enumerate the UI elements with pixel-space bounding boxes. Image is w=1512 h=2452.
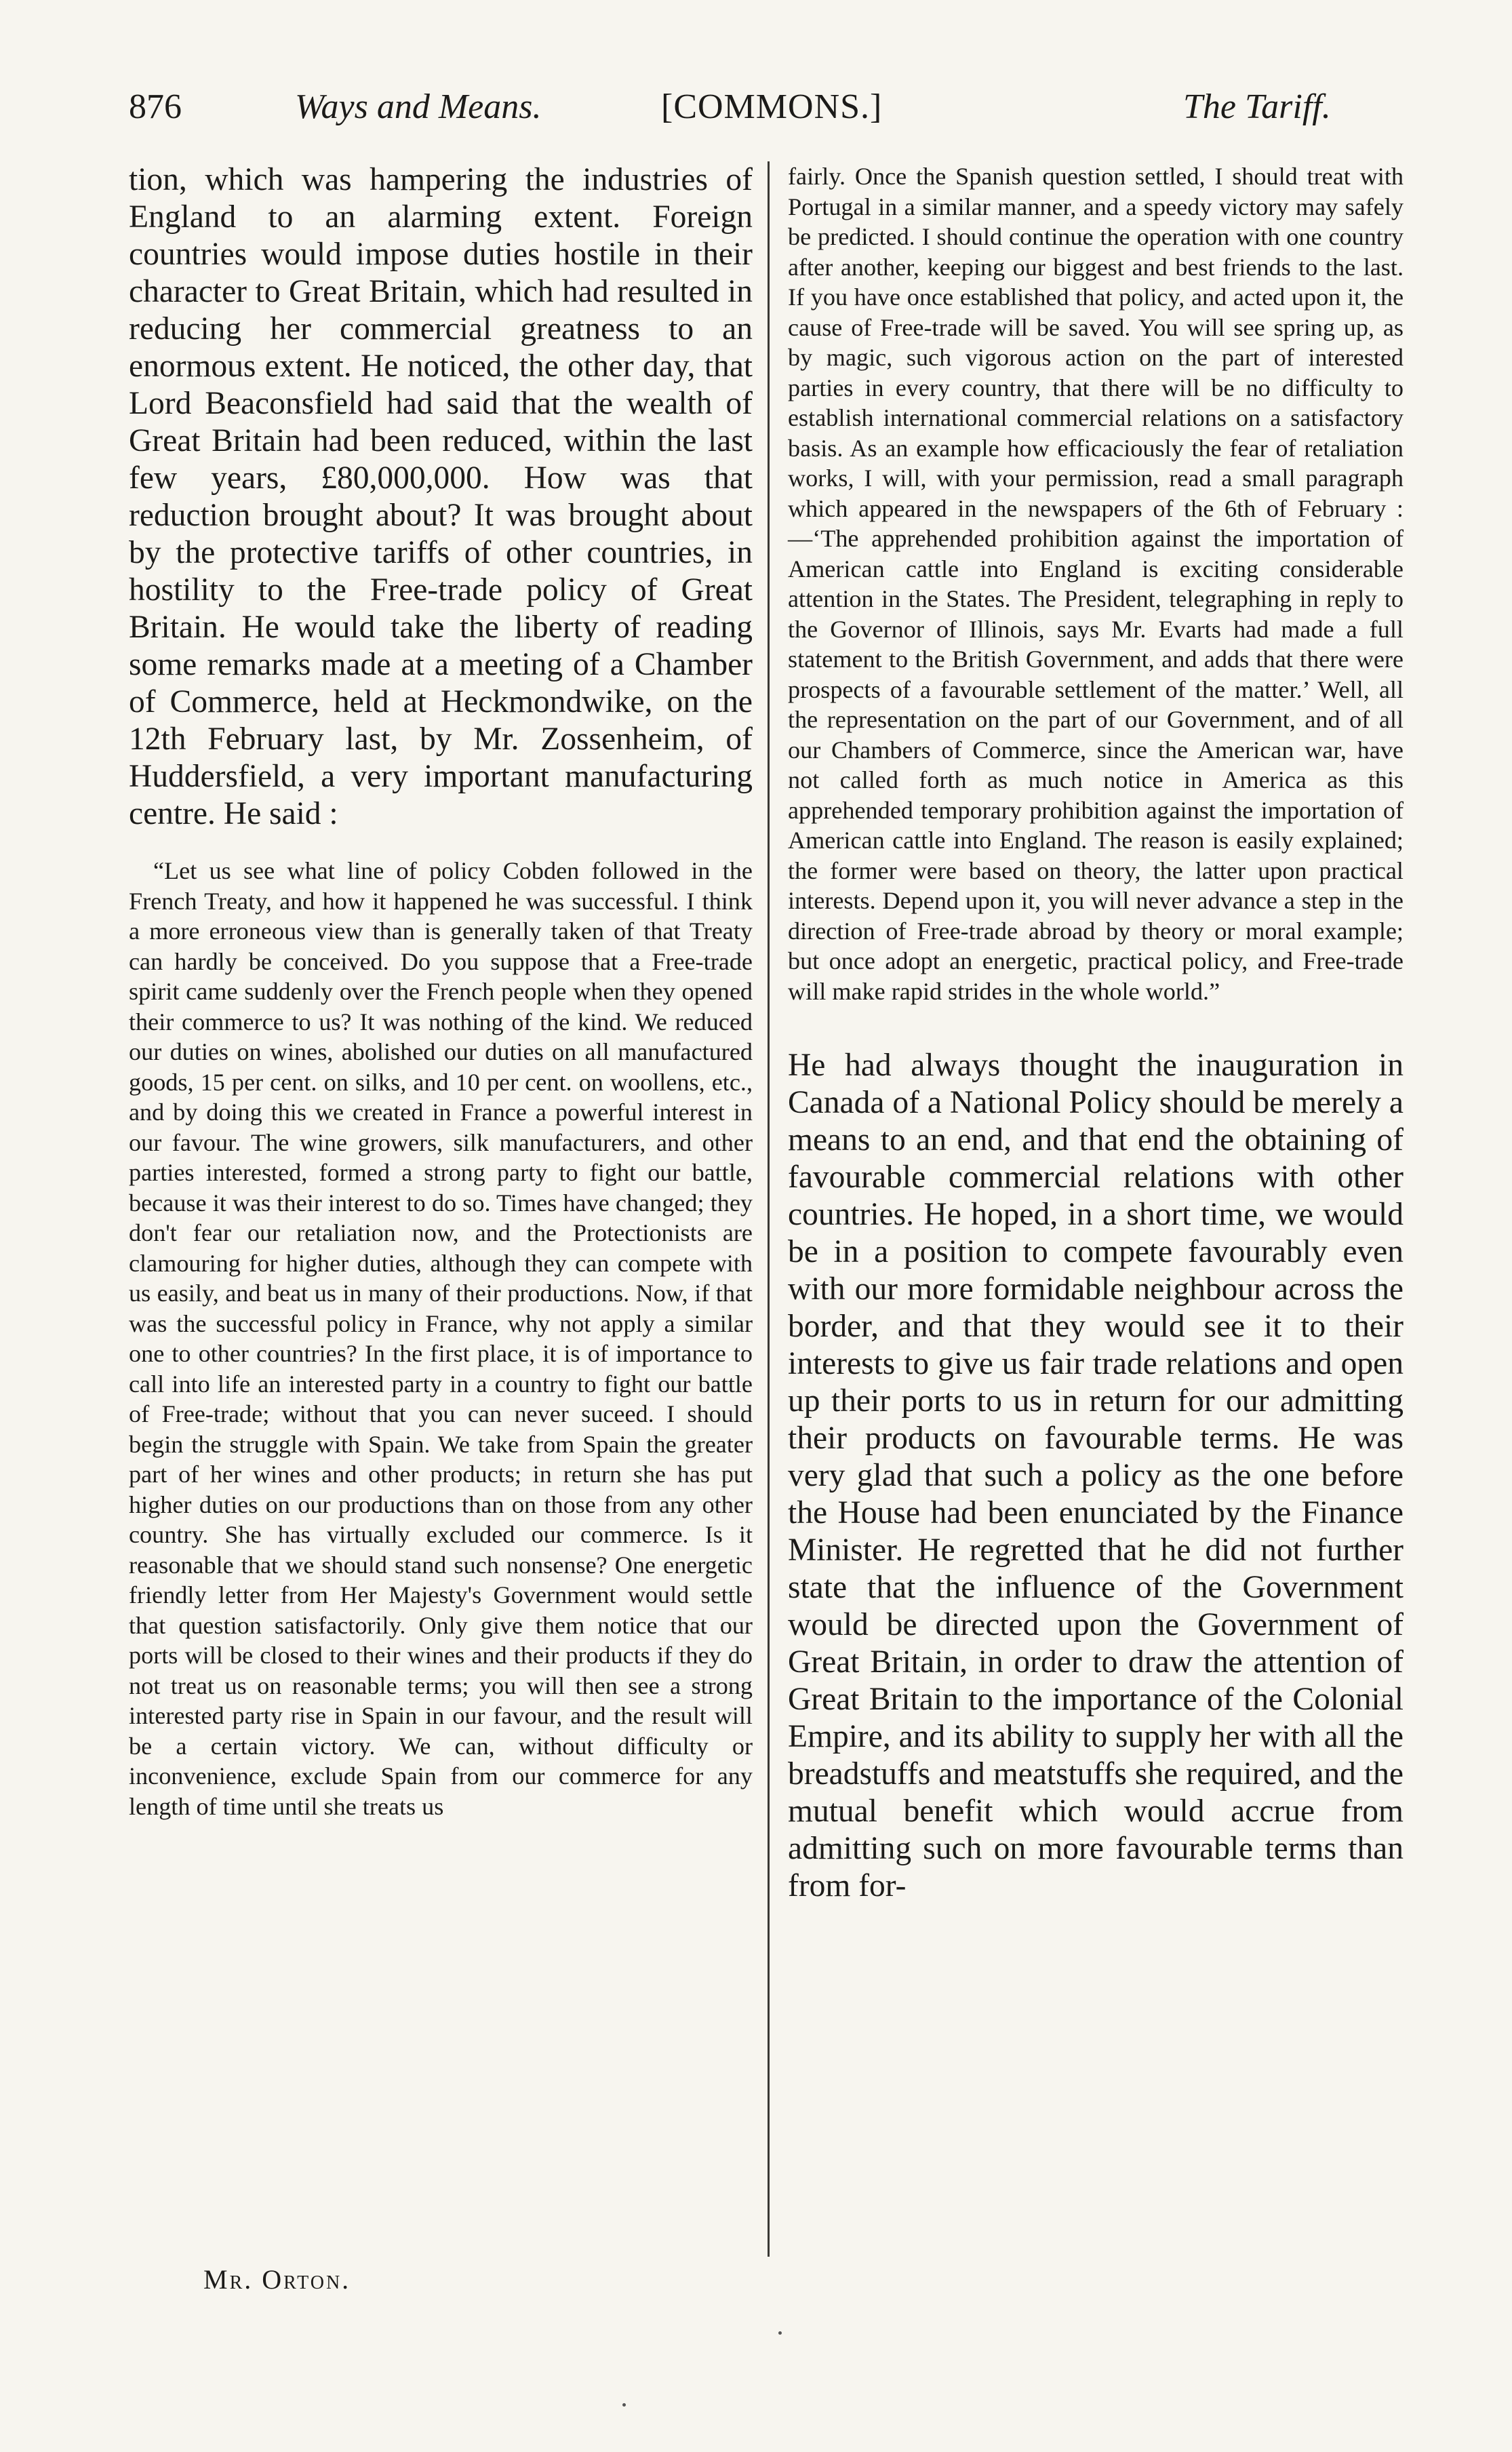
speaker-name: Mr. Orton. [203,2264,351,2295]
header-chamber: [COMMONS.] [661,87,883,126]
speech-continued: He had always thought the inauguration in Canada of a National Policy should be merely a means to an end, and that end the obtaining of favourable commercial relations with other countries. He hoped, in a short time, we would be in a position to compete favourably even with our more formidable neighbour across the border, and that they would see it to their interests to give us fair trade relations and open up their ports to us in return for our admitting their products on favourable terms. He was very glad that such a policy as the one before the House had been enunciated by the Finance Minister. He regretted that he did not further state that the influence of the Government would be directed upon the Government of Great Britain, in order to draw the attention of Great Britain to the importance of the Colonial Empire, and its ability to supply her with all the breadstuffs and meatstuffs she required, and the mutual benefit which would accrue from admitting such on more favourable terms than from for- [788,1048,1404,1903]
speech-paragraph: tion, which was hampering the industries of England to an alarming extent. Foreign countries would impose duties hostile in their character to Great Britain, which had resulted in reducing her commercial greatness to an enormous extent. He noticed, the other day, that Lord Beaconsfield had said that the wealth of Great Britain had been reduced, within the last few years, £80,000,000. How was that reduction brought about? It was brought about by the protective tariffs of other countries, in hostility to the Free-trade policy of Great Britain. He would take the liberty of reading some remarks made at a meeting of a Chamber of Commerce, held at Heckmondwike, on the 12th February last, by Mr. Zossenheim, of Huddersfield, a very important manufacturing centre. He said : [129,162,753,831]
quotation-continued: fairly. Once the Spanish question settled, I should treat with Portugal in a similar manner, and a speedy victory may safely be predicted. I should continue the operation with one country after another, keeping our biggest and best friends to the last. If you have once established that policy, and acted upon it, the cause of Free-trade will be saved. You will see spring up, as by magic, such vigorous action on the part of interested parties in every country, that there will be no difficulty to establish international commercial relations on a satisfactory basis. As an example how efficaciously the fear of retaliation works, I will, with your permission, read a small paragraph which appeared in the newspapers of the 6th of February :—‘The apprehended prohibition against the importation of American cattle into England is exciting considerable attention in the States. The President, telegraphing in reply to the Governor of Illinois, says Mr. Evarts had made a full statement to the British Government, and adds that there were prospects of a favourable settlement of the matter.’ Well, all the representation on the part of our Government, and of all our Chambers of Commerce, since the American war, have not called forth as much notice in America as this apprehended temporary prohibition against the importation of American cattle into England. The reason is easily explained; the former were based on theory, the latter upon practical interests. Depend upon it, you will never advance a step in the direction of Free-trade abroad by theory or moral example; but once adopt an energetic, practical policy, and Free-trade will make rapid strides in the whole world.” [788,163,1404,1005]
paper-speck [778,2331,782,2335]
column-divider [768,161,770,2257]
header-section-title: Ways and Means. [295,87,542,126]
left-column [129,161,753,1821]
quotation-paragraph: “Let us see what line of policy Cobden followed in the French Treaty, and how it happened he was successful. I think a more erroneous view than is generally taken of that Treaty can hardly be conceived. Do you suppose that a Free-trade spirit came suddenly over the French people when they opened their commerce to us? It was nothing of the kind. We reduced our duties on wines, abolished our duties on all manufactured goods, 15 per cent. on silks, and 10 per cent. on woollens, etc., and by doing this we created in France a powerful interest in our favour. The wine growers, silk manufacturers, and other parties interested, formed a strong party to fight our battle, because it was their interest to do so. Times have changed; they don't fear our retaliation now, and the Protectionists are clamouring for higher duties, although they can compete with us easily, and beat us in many of their productions. Now, if that was the successful policy in France, why not apply a similar one to other countries? In the first place, it is of importance to call into life an interested party in a country to fight our battle of Free-trade; without that you can never suceed. I should begin the struggle with Spain. We take from Spain the greater part of her wines and other products; in return she has put higher duties on our productions than on those from any other country. She has virtually excluded our commerce. Is it reasonable that we should stand such nonsense? One energetic friendly letter from Her Majesty's Government would settle that question satisfactorily. Only give them notice that our ports will be closed to their wines and their products if they do not treat us on reasonable terms; you will then see a strong interested party rise in Spain in our favour, and the result will be a certain victory. We can, without difficulty or inconvenience, exclude Spain from our commerce for any length of time until she treats us [129,857,753,1820]
page-number: 876 [129,87,182,126]
header-topic: The Tariff. [1183,87,1331,126]
right-column [788,161,1404,1905]
paper-speck [622,2403,626,2407]
running-header [129,80,1404,134]
